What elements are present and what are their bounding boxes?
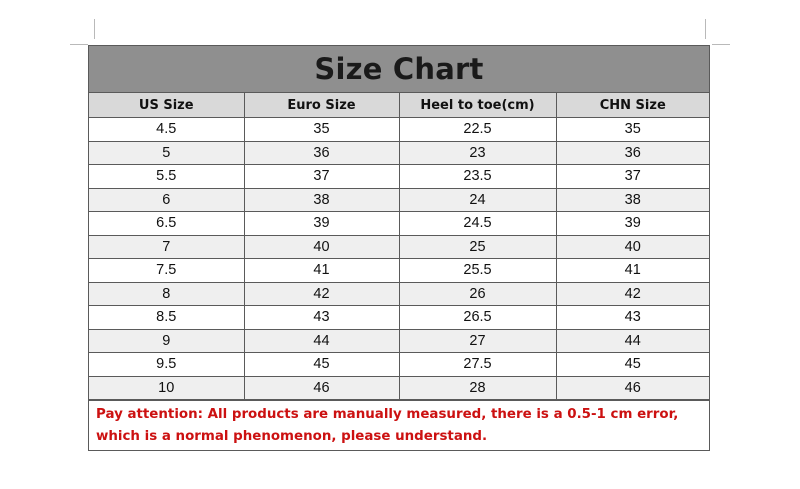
us-size-cell: 5 (89, 141, 244, 165)
euro-size-cell: 36 (244, 141, 399, 165)
heel-to-toe-cell: 28 (399, 376, 556, 400)
heel-to-toe-cell: 23 (399, 141, 556, 165)
size-chart-title: Size Chart (314, 52, 484, 86)
table-row (89, 141, 709, 165)
euro-size-cell: 38 (244, 188, 399, 212)
table-row (89, 188, 709, 212)
heel-to-toe-cell: 24 (399, 188, 556, 212)
euro-size-cell: 45 (244, 353, 399, 377)
table-row (89, 118, 709, 142)
chn-size-cell: 42 (556, 282, 709, 306)
crop-mark-top-right-horizontal (712, 44, 730, 45)
euro-size-cell: 42 (244, 282, 399, 306)
heel-to-toe-cell: 25 (399, 235, 556, 259)
us-size-cell: 8.5 (89, 306, 244, 330)
us-size-cell: 8 (89, 282, 244, 306)
euro-size-cell: 37 (244, 165, 399, 189)
table-row (89, 212, 709, 236)
heel-to-toe-cell: 27 (399, 329, 556, 353)
us-size-cell: 6.5 (89, 212, 244, 236)
chn-size-cell: 38 (556, 188, 709, 212)
us-size-cell: 5.5 (89, 165, 244, 189)
table-row (89, 306, 709, 330)
euro-size-cell: 40 (244, 235, 399, 259)
chn-size-cell: 35 (556, 118, 709, 142)
table-row (89, 165, 709, 189)
heel-to-toe-cell: 24.5 (399, 212, 556, 236)
us-size-cell: 7.5 (89, 259, 244, 283)
chn-size-cell: 41 (556, 259, 709, 283)
chn-size-cell: 40 (556, 235, 709, 259)
us-size-cell: 7 (89, 235, 244, 259)
column-header-chn-size: CHN Size (556, 93, 709, 118)
us-size-cell: 9.5 (89, 353, 244, 377)
chn-size-cell: 39 (556, 212, 709, 236)
euro-size-cell: 41 (244, 259, 399, 283)
crop-mark-top-left-horizontal (70, 44, 88, 45)
us-size-cell: 10 (89, 376, 244, 400)
heel-to-toe-cell: 25.5 (399, 259, 556, 283)
heel-to-toe-cell: 27.5 (399, 353, 556, 377)
us-size-cell: 6 (89, 188, 244, 212)
heel-to-toe-cell: 23.5 (399, 165, 556, 189)
euro-size-cell: 39 (244, 212, 399, 236)
column-header-euro-size: Euro Size (244, 93, 399, 118)
euro-size-cell: 46 (244, 376, 399, 400)
size-chart-title-bar (89, 46, 709, 93)
table-row (89, 376, 709, 400)
heel-to-toe-cell: 22.5 (399, 118, 556, 142)
table-row (89, 329, 709, 353)
euro-size-cell: 35 (244, 118, 399, 142)
chn-size-cell: 45 (556, 353, 709, 377)
size-table (89, 93, 709, 400)
heel-to-toe-cell: 26.5 (399, 306, 556, 330)
chn-size-cell: 46 (556, 376, 709, 400)
table-row (89, 353, 709, 377)
table-row (89, 282, 709, 306)
table-body (89, 118, 709, 400)
table-row (89, 259, 709, 283)
measurement-note: Pay attention: All products are manually measured, there is a 0.5-1 cm error, which is a normal phenomenon, please understand. (89, 400, 709, 450)
chn-size-cell: 43 (556, 306, 709, 330)
column-header-us-size: US Size (89, 93, 244, 118)
column-header-heel-to-toe: Heel to toe(cm) (399, 93, 556, 118)
chn-size-cell: 36 (556, 141, 709, 165)
euro-size-cell: 44 (244, 329, 399, 353)
us-size-cell: 4.5 (89, 118, 244, 142)
crop-mark-top-right-vertical (705, 19, 706, 39)
us-size-cell: 9 (89, 329, 244, 353)
heel-to-toe-cell: 26 (399, 282, 556, 306)
table-header-row (89, 93, 709, 118)
size-chart (88, 45, 710, 451)
chn-size-cell: 37 (556, 165, 709, 189)
euro-size-cell: 43 (244, 306, 399, 330)
crop-mark-top-left-vertical (94, 19, 95, 39)
table-row (89, 235, 709, 259)
chn-size-cell: 44 (556, 329, 709, 353)
